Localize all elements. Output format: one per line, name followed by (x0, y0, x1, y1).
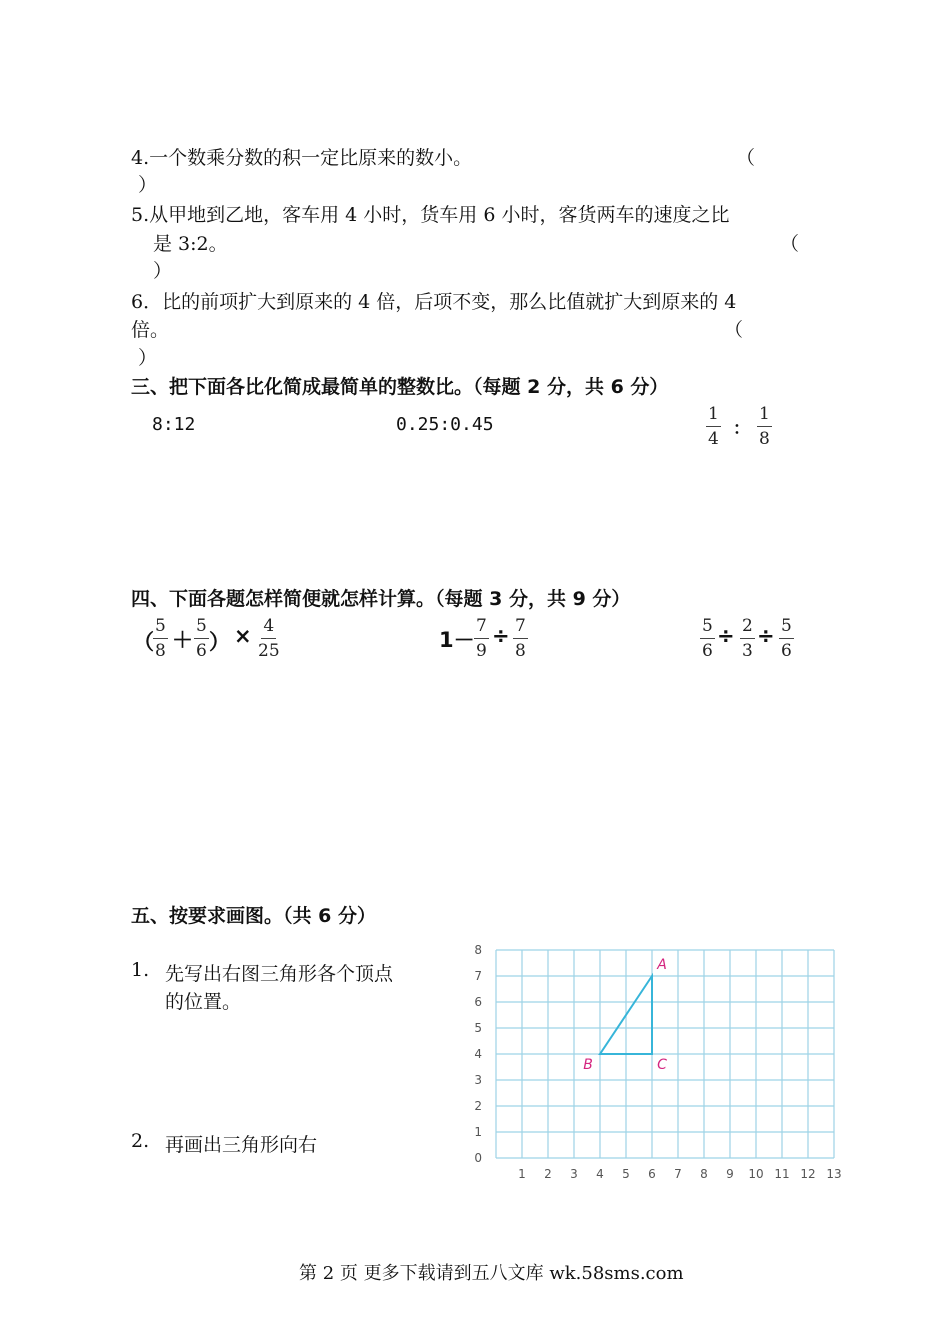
x-tick-label: 8 (700, 1167, 708, 1181)
numerator: 7 (513, 618, 528, 639)
denominator: 8 (155, 641, 166, 661)
numerator: 1 (706, 406, 721, 427)
judge-q5-line1: 5.从甲地到乙地，客车用 4 小时，货车用 6 小时，客货两车的速度之比 (131, 204, 730, 226)
numerator: 4 (261, 618, 276, 639)
section3-title: 三、把下面各比化简成最简单的整数比。（每题 2 分，共 6 分） (131, 376, 669, 398)
expr1-left-paren: （ (133, 630, 154, 654)
expr3-divide-1: ÷ (717, 624, 735, 648)
denominator: 9 (476, 641, 487, 661)
vertex-label-a: A (657, 957, 667, 973)
expr3-divide-2: ÷ (757, 624, 775, 648)
x-tick-label: 11 (774, 1167, 790, 1181)
ratio-separator: ： (733, 419, 750, 439)
denominator: 8 (515, 641, 526, 661)
denominator: 6 (196, 641, 207, 661)
numerator: 7 (474, 618, 489, 639)
denominator: 6 (781, 641, 792, 661)
section4-title: 四、下面各题怎样简便就怎样计算。（每题 3 分，共 9 分） (131, 588, 631, 610)
numerator: 5 (194, 618, 209, 639)
expr1-right-paren: ） (209, 630, 230, 654)
page-footer: 第 2 页 更多下载请到五八文库 wk.58sms.com (299, 1263, 684, 1284)
ratio-8-12: 8:12 (152, 414, 196, 435)
judge-q4-open: （ (736, 147, 756, 169)
y-tick-label: 8 (474, 943, 482, 957)
denominator: 8 (759, 429, 770, 449)
y-tick-label: 7 (474, 969, 482, 983)
expr1-plus: ＋ (172, 628, 193, 652)
expr2-fraction-1 (474, 618, 489, 660)
judge-q6-line2: 倍。 (131, 319, 170, 341)
expr3-fraction-1 (700, 618, 715, 660)
x-tick-label: 5 (622, 1167, 630, 1181)
draw-q2-number: 2. (131, 1130, 150, 1152)
numerator: 5 (779, 618, 794, 639)
ratio-fraction-2 (757, 406, 772, 448)
section5-title: 五、按要求画图。（共 6 分） (131, 905, 376, 927)
judge-q4-text: 4.一个数乘分数的积一定比原来的数小。 (131, 147, 473, 169)
y-tick-label: 0 (474, 1151, 482, 1165)
judge-q6-line1: 6．比的前项扩大到原来的 4 倍，后项不变，那么比值就扩大到原来的 4 (131, 291, 737, 313)
draw-q1-line2: 的位置。 (165, 991, 242, 1013)
ratio-fraction-1 (706, 406, 721, 448)
expr1-fraction-2 (194, 618, 209, 660)
x-tick-label: 12 (800, 1167, 816, 1181)
coordinate-grid (460, 910, 860, 1200)
judge-q4-close: ） (138, 174, 158, 196)
denominator: 4 (708, 429, 719, 449)
expr3-fraction-3 (779, 618, 794, 660)
y-tick-label: 3 (474, 1073, 482, 1087)
y-tick-label: 4 (474, 1047, 482, 1061)
numerator: 2 (740, 618, 755, 639)
denominator: 3 (742, 641, 753, 661)
draw-q1-line1: 先写出右图三角形各个顶点 (165, 963, 394, 985)
expr2-divide: ÷ (492, 624, 510, 648)
expr1-fraction-3 (258, 618, 280, 660)
judge-q6-close: ） (138, 347, 158, 369)
judge-q6-open: （ (724, 319, 744, 341)
y-tick-label: 6 (474, 995, 482, 1009)
draw-q2-text: 再画出三角形向右 (165, 1134, 318, 1156)
x-tick-label: 10 (748, 1167, 764, 1181)
expr1-times: × (234, 624, 252, 648)
judge-q5-open: （ (780, 233, 800, 255)
x-tick-label: 6 (648, 1167, 656, 1181)
expr2-lead: 1－ (439, 628, 475, 652)
x-tick-label: 2 (544, 1167, 552, 1181)
numerator: 5 (700, 618, 715, 639)
judge-q5-line2: 是 3:2。 (153, 233, 228, 255)
x-tick-label: 4 (596, 1167, 604, 1181)
x-tick-label: 1 (518, 1167, 526, 1181)
expr3-fraction-2 (740, 618, 755, 660)
x-tick-label: 13 (826, 1167, 842, 1181)
ratio-decimal: 0.25:0.45 (396, 414, 494, 435)
denominator: 25 (258, 641, 280, 661)
y-tick-label: 5 (474, 1021, 482, 1035)
x-tick-label: 3 (570, 1167, 578, 1181)
y-tick-label: 2 (474, 1099, 482, 1113)
vertex-label-b: B (583, 1057, 593, 1073)
x-tick-label: 7 (674, 1167, 682, 1181)
judge-q5-close: ） (153, 260, 173, 282)
expr1-fraction-1 (153, 618, 168, 660)
denominator: 6 (702, 641, 713, 661)
x-tick-label: 9 (726, 1167, 734, 1181)
numerator: 1 (757, 406, 772, 427)
numerator: 5 (153, 618, 168, 639)
y-tick-label: 1 (474, 1125, 482, 1139)
expr2-fraction-2 (513, 618, 528, 660)
vertex-label-c: C (657, 1057, 667, 1073)
draw-q1-number: 1. (131, 959, 150, 981)
